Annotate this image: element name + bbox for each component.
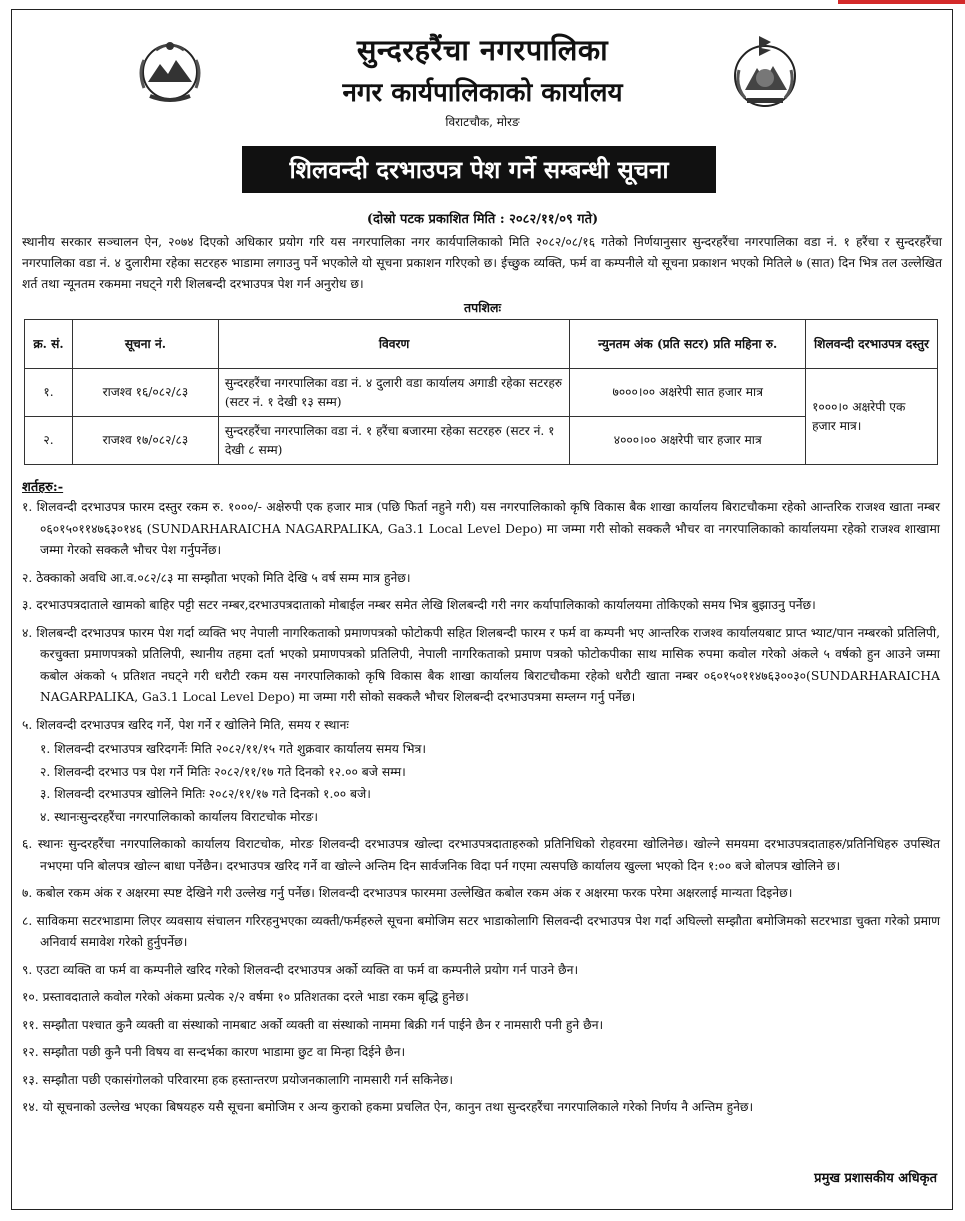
schedule-sublist (40, 739, 940, 828)
fee-cell: १०००।० अक्षरेपी एक हजार मात्र। (806, 369, 938, 465)
row-notice-no: राजश्व १६/०८२/८३ (72, 369, 218, 417)
schedule-subitem: ४. स्थानःसुन्दरहरैंचा नगरपालिकाको कार्यालय विराटचोक मोरङ। (40, 809, 319, 824)
term-item: ४. शिलबन्दी दरभाउपत्र फारम पेश गर्दा व्यक्ति भए नेपाली नागरिकताको प्रमाणपत्रको फोटोकपी सहित शिलबन्दी फारम र फर्म वा कम्पनी भए आन्तरिक राजश्व कार्यालयबाट प्राप्त भ्याट/पान नम्बरको प्रतिलिपी, करचुक्ता प्रमाणपत्रको प्रतिलिपी, स्थानीय तहमा दर्ता भएको प्रमाणपत्रको प्रतिलिपी, नेपाली नागरिकताको प्रमाण पत्रको फोटोकपीका साथ मासिक रुपमा कवोल गरेको अंकले ५ वर्षको हुन आउने जम्मा कबोल अंकको ५ प्रतिशत नघट्ने गरी धरौटी रकम यस नगरपालिकाको कृषि विकास बैक शाखा कार्यालय बिराटचौकमा रहेको धरौटी खाता नम्बर ०६०१५०११४७६३००३०(SUNDARHARAICHA NAGARPALIKA, Ga3.1 Local Level Depo) मा जम्मा गरी सोको सक्कलै भौचर शिलबन्दी दरभाउपत्रमा सम्लग्न गर्नु पर्नेछ। (22, 625, 940, 704)
table-header-row (25, 320, 938, 369)
term-item: ६. स्थानः सुन्दरहरैंचा नगरपालिकाको कार्यालय विराटचोक, मोरङ शिलवन्दी दरभाउपत्र खोल्दा दरभाउपत्रदाताहरुको प्रतिनिधिको रोहवरमा खोलिनेछ। खोल्ने समयमा दरभाउपत्रदाताहरु/प्रतिनिधिहरु उपस्थित नभएमा पनि बोलपत्र खोल्न बाधा पर्नेछैन। दरभाउपत्र खरिद गर्ने वा खोल्ने अन्तिम दिन सार्वजनिक विदा पर्न गएमा त्यसपछि कार्यालय खुल्ला भएको दिन १:०० बजे बोलपत्र खोलिने छ। (22, 837, 940, 873)
header-description: विवरण (218, 320, 570, 369)
top-red-accent (838, 0, 965, 4)
terms-heading: शर्तहरु:- (22, 480, 64, 495)
term-item: १. शिलवन्दी दरभाउपत्र फारम दस्तुर रकम रु. १०००/- अक्षेरुपी एक हजार मात्र (पछि फिर्ता नहुने गरी) यस नगरपालिकाको कृषि विकास बैक शाखा कार्यालय बिराटचौकमा रहेको आन्तरिक राजश्व खाता नम्बर ०६०१५०११४७६३०१४६ (SUNDARHARAICHA NAGARPALIKA, Ga3.1 Local Level Depo) मा जम्मा गरी सोको सक्कलै भौचर वा नगरपालिकाको कार्यालयमा रहेको राजश्व शाखामा जम्मा गेरको सक्कलै भौचर पेश गर्नुपर्नेछ। (22, 500, 940, 557)
shutter-details-table (24, 319, 938, 465)
table-row (25, 417, 938, 465)
term-item: १४. यो सूचनाको उल्लेख भएका बिषयहरु यसै सूचना बमोजिम र अन्य कुराको हकमा प्रचलित ऐन, कानुन तथा सुन्दरहरैंचा नगरपालिकाले गरेको निर्णय नै अन्तिम हुनेछ। (22, 1100, 754, 1114)
table-row (25, 369, 938, 417)
terms-list (22, 497, 940, 1125)
term-item: ८. साविकमा सटरभाडामा लिएर व्यवसाय संचालन गरिरहनुभएका व्यक्ती/फर्महरुले सूचना बमोजिम सटर भाडाकोलागि सिलवन्दी दरभाउपत्र पेश गर्दा अघिल्लो सम्झौता बमोजिमको सटरभाडा चुक्ता गरेको प्रमाण अनिवार्य समावेश गरेको हुर्नुपर्नेछ। (22, 913, 940, 949)
notice-title-banner (242, 146, 716, 193)
term-item: १०. प्रस्तावदाताले कवोल गरेको अंकमा प्रत्येक २/२ वर्षमा १० प्रतिशतका दरले भाडा रकम बृद्धि हुनेछ। (22, 990, 469, 1004)
schedule-subitem: १. शिलवन्दी दरभाउपत्र खरिदगर्नेः मिति २०८२/११/१५ गते शुक्रवार कार्यालय समय भित्र। (40, 742, 427, 756)
row-sn: १. (25, 369, 73, 417)
term-item: ११. सम्झौता पश्चात कुनै व्यक्ती वा संस्थाको नामबाट अर्को व्यक्ती वा संस्थाको नाममा बिक्री गर्न पाईने छैन र नामसारी पनी हुने छैन। (22, 1017, 604, 1032)
term-item: १२. सम्झौता पछी कुनै पनी विषय वा सन्दर्भका कारण भाडामा छुट वा मिन्हा दिईने छैन। (22, 1045, 406, 1059)
row-description: सुन्दरहरैंचा नगरपालिका वडा नं. १ हरैंचा बजारमा रहेका सटरहरु (सटर नं. १ देखी ८ सम्म) (218, 417, 570, 465)
schedule-subitem: २. शिलवन्दी दरभाउ पत्र पेश गर्ने मितिः २०८२/११/१७ गते दिनको १२.०० बजे सम्म। (40, 764, 406, 779)
row-notice-no: राजश्व १७/०८२/८३ (72, 417, 218, 465)
term-item: ५. शिलवन्दी दरभाउपत्र खरिद गर्ने, पेश गर्ने र खोलिने मिति, समय र स्थानः (22, 717, 349, 732)
intro-paragraph: स्थानीय सरकार सञ्चालन ऐन, २०७४ दिएको अधिकार प्रयोग गरि यस नगरपालिका नगर कार्यपालिकाको मिति २०८२/०८/१६ गतेको निर्णयानुसार सुन्दरहरैंचा नगरपालिका वडा नं. १ हरैंचा र सुन्दरहरैंचा नगरपालिका वडा नं. ४ दुलारीमा रहेका सटरहरु भाडामा लगाउनु पर्ने भएकोले यो सूचना प्रकाशन गरिएको छ। ईच्छुक व्यक्ति, फर्म वा कम्पनीले यो सूचना प्रकाशन भएको मितिले ७ (सात) दिन भित्र तल उल्लेखित शर्त तथा न्यूनतम रकममा नघट्ने गरी शिलबन्दी दरभाउपत्र पेश गर्न अनुरोध छ। (22, 235, 942, 291)
row-sn: २. (25, 417, 73, 465)
term-item: २. ठेक्काको अवधि आ.व.०८२/८३ मा सम्झौता भएको मिति देखि ५ वर्ष सम्म मात्र हुनेछ। (22, 570, 411, 585)
header-min-amount: न्युनतम अंक (प्रति सटर) प्रति महिना रु. (570, 320, 806, 369)
header-fee: शिलवन्दी दरभाउपत्र दस्तुर (806, 320, 938, 369)
term-item: ७. कबोल रकम अंक र अक्षरमा स्पष्ट देखिने गरी उल्लेख गर्नु पर्नेछ। शिलवन्दी दरभाउपत्र फारममा उल्लेखित कबोल रकम अंक र अक्षरमा फरक परेमा अक्षरलाई मान्यता दिइनेछ। (22, 886, 793, 900)
row-description: सुन्दरहरैंचा नगरपालिका वडा नं. ४ दुलारी वडा कार्यालय अगाडी रहेका सटरहरु (सटर नं. १ देखी १३ सम्म) (218, 369, 570, 417)
signature-line: प्रमुख प्रशासकीय अधिकृत (814, 1171, 937, 1186)
row-min-amount: ४०००।०० अक्षरेपी चार हजार मात्र (570, 417, 806, 465)
schedule-subitem: ३. शिलवन्दी दरभाउपत्र खोलिने मितिः २०८२/११/१७ गते दिनको १.०० बजे। (40, 787, 371, 801)
table-caption: तपशिलः (464, 300, 501, 315)
notice-title: शिलवन्दी दरभाउपत्र पेश गर्ने सम्बन्धी सूचना (289, 155, 669, 184)
office-location: विराटचौक, मोरङ (445, 115, 520, 129)
header-notice-no: सूचना नं. (72, 320, 218, 369)
publication-date: (दोस्रो पटक प्रकाशित मिति : २०८२/११/०९ गते) (366, 212, 599, 227)
row-min-amount: ७०००।०० अक्षरेपी सात हजार मात्र (570, 369, 806, 417)
municipality-title: सुन्दरहरैंचा नगरपालिका (356, 33, 609, 67)
term-item: १३. सम्झौता पछी एकासंगोलको परिवारमा हक हस्तान्तरण प्रयोजनकालागि नामसारी गर्न सकिनेछ। (22, 1072, 454, 1087)
header-sn: क्र. सं. (25, 320, 73, 369)
term-item: ३. दरभाउपत्रदाताले खामको बाहिर पट्टी सटर नम्बर,दरभाउपत्रदाताको मोबाईल नम्बर समेत लेखि शिलबन्दी गरी नगर कर्यापालिकाको कार्यालयमा तोकिएको समय भित्र बुझाउनु पर्नेछ। (22, 598, 816, 612)
term-item: ९. एउटा व्यक्ति वा फर्म वा कम्पनीले खरिद गरेको शिलवन्दी दरभाउपत्र अर्को व्यक्ति वा फर्म वा कम्पनीले प्रयोग गर्न पाउने छैन। (22, 962, 579, 977)
office-title: नगर कार्यपालिकाको कार्यालय (342, 78, 623, 108)
